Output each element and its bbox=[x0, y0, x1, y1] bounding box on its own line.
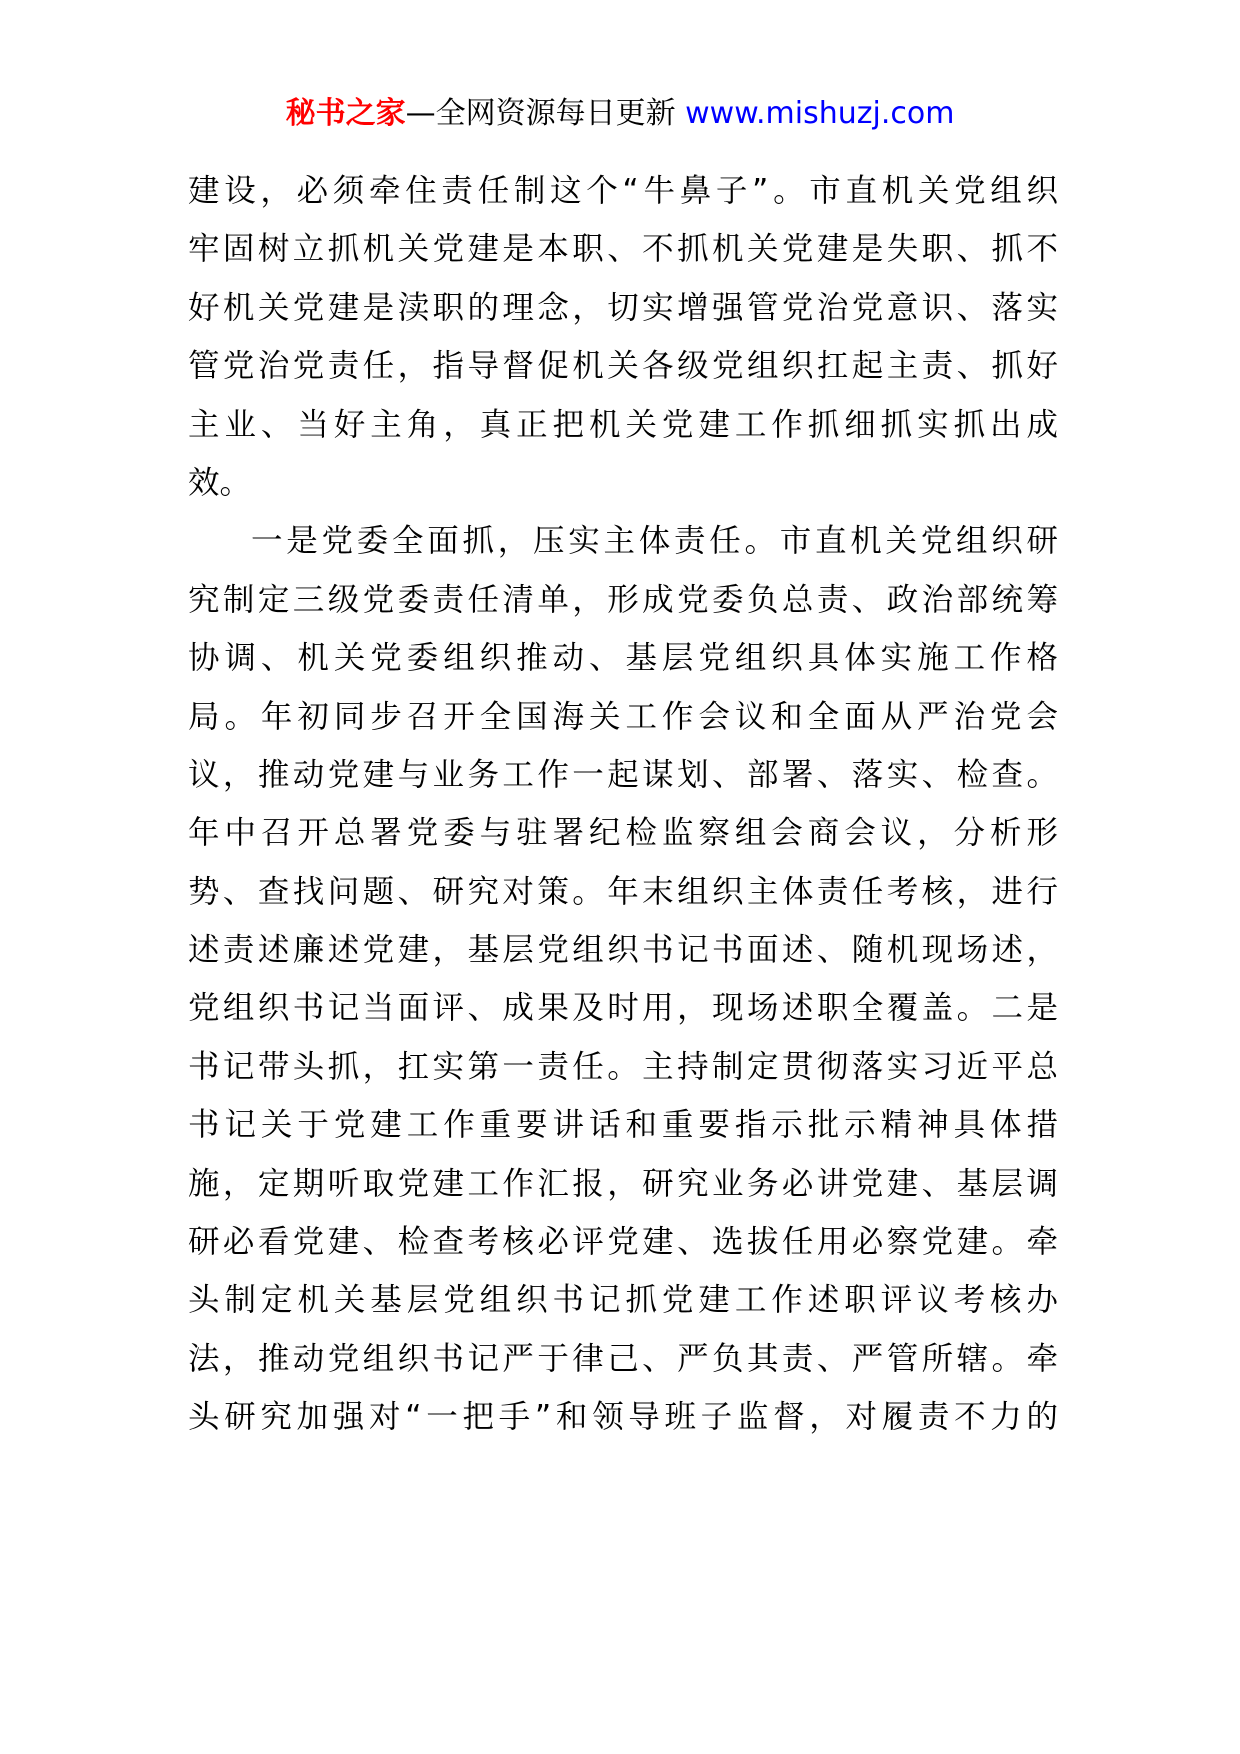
site-header bbox=[0, 94, 1240, 134]
text-line: 牢固树立抓机关党建是本职、不抓机关党建是失职、抓不 bbox=[188, 231, 1058, 268]
text-line: 协调、机关党委组织推动、基层党组织具体实施工作格 bbox=[188, 640, 1058, 677]
text-line: 管党治党责任，指导督促机关各级党组织扛起主责、抓好 bbox=[188, 348, 1058, 385]
paragraph-start-line: 一是党委全面抓，压实主体责任。市直机关党组织研 bbox=[251, 523, 1058, 560]
site-tagline: —全网资源每日更新 bbox=[405, 96, 686, 131]
text-line: 书记关于党建工作重要讲话和重要指示批示精神具体措 bbox=[188, 1107, 1058, 1144]
site-brand: 秘书之家 bbox=[285, 96, 406, 131]
text-line: 头制定机关基层党组织书记抓党建工作述职评议考核办 bbox=[188, 1282, 1058, 1319]
text-line: 研必看党建、检查考核必评党建、选拔任用必察党建。牵 bbox=[188, 1224, 1058, 1261]
text-line: 究制定三级党委责任清单，形成党委负总责、政治部统筹 bbox=[188, 581, 1058, 618]
text-line: 述责述廉述党建，基层党组织书记书面述、随机现场述， bbox=[188, 932, 1058, 969]
text-line: 效。 bbox=[188, 464, 252, 501]
text-line: 书记带头抓，扛实第一责任。主持制定贯彻落实习近平总 bbox=[188, 1048, 1058, 1085]
text-line: 势、查找问题、研究对策。年末组织主体责任考核，进行 bbox=[188, 873, 1058, 910]
text-line: 法，推动党组织书记严于律己、严负其责、严管所辖。牵 bbox=[188, 1340, 1058, 1377]
text-line: 建设，必须牵住责任制这个“牛鼻子”。市直机关党组织 bbox=[188, 173, 1058, 209]
text-line: 议，推动党建与业务工作一起谋划、部署、落实、检查。 bbox=[188, 756, 1058, 793]
document-body bbox=[188, 162, 1058, 1447]
text-line: 好机关党建是渎职的理念，切实增强管党治党意识、落实 bbox=[188, 289, 1058, 326]
text-line: 施，定期听取党建工作汇报，研究业务必讲党建、基层调 bbox=[188, 1165, 1058, 1202]
site-url: www.mishuzj.com bbox=[685, 96, 955, 131]
text-line: 主业、当好主角，真正把机关党建工作抓细抓实抓出成 bbox=[188, 406, 1058, 443]
text-line: 党组织书记当面评、成果及时用，现场述职全覆盖。二是 bbox=[188, 990, 1058, 1027]
text-line: 年中召开总署党委与驻署纪检监察组会商会议，分析形 bbox=[188, 815, 1058, 852]
text-line: 局。年初同步召开全国海关工作会议和全面从严治党会 bbox=[188, 698, 1058, 735]
text-line: 头研究加强对“一把手”和领导班子监督，对履责不力的 bbox=[188, 1399, 1058, 1436]
